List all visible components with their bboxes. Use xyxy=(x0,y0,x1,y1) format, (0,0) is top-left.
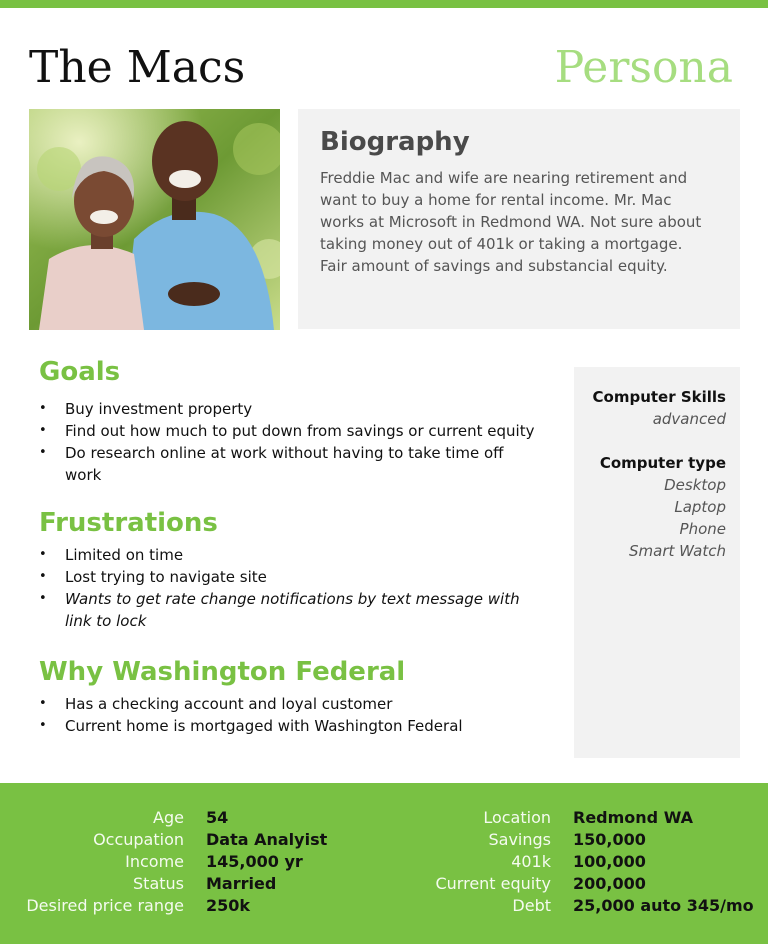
savings-value: 150,000 xyxy=(573,830,646,849)
list-item: • Find out how much to put down from savings or current equity xyxy=(39,420,539,442)
computer-type-item: Laptop xyxy=(674,498,726,516)
occupation-value: Data Analyist xyxy=(206,830,328,849)
age-label: Age xyxy=(153,808,184,827)
persona-label: Persona xyxy=(554,42,733,93)
persona-photo xyxy=(29,109,280,330)
status-label: Status xyxy=(133,874,184,893)
frustrations-list xyxy=(39,544,529,632)
demographics-footer xyxy=(0,783,768,944)
list-item: • Buy investment property xyxy=(39,398,539,420)
frustrations-heading: Frustrations xyxy=(39,508,218,538)
price-range-value: 250k xyxy=(206,896,251,915)
income-label: Income xyxy=(125,852,184,871)
why-list xyxy=(39,693,539,737)
list-item: • Wants to get rate change notifications by text message with link to lock xyxy=(39,588,529,632)
computer-type-item: Desktop xyxy=(664,476,726,494)
current-equity-value: 200,000 xyxy=(573,874,646,893)
retirement-401k-value: 100,000 xyxy=(573,852,646,871)
status-value: Married xyxy=(206,874,277,893)
computer-type-item: Phone xyxy=(679,520,726,538)
computer-skills-value: advanced xyxy=(652,410,726,428)
computer-type-label: Computer type xyxy=(599,454,726,472)
computer-type-item: Smart Watch xyxy=(629,542,726,560)
income-value: 145,000 yr xyxy=(206,852,303,871)
debt-value: 25,000 auto 345/mo xyxy=(573,896,754,915)
debt-label: Debt xyxy=(512,896,551,915)
top-accent-bar xyxy=(0,0,768,8)
computer-info-card xyxy=(574,367,740,758)
retirement-401k-label: 401k xyxy=(511,852,551,871)
biography-heading: Biography xyxy=(320,127,470,157)
list-item: • Lost trying to navigate site xyxy=(39,566,529,588)
list-item: • Do research online at work without having to take time off work xyxy=(39,442,539,486)
biography-text: Freddie Mac and wife are nearing retirement and want to buy a home for rental income. Mr. Mac works at Microsoft in Redmond WA. Not sure about taking money out of 401k or taking a mortgage. Fair amount of savings and substancial equity. xyxy=(320,169,702,275)
page-title: The Macs xyxy=(29,42,246,93)
biography-card xyxy=(298,109,740,329)
current-equity-label: Current equity xyxy=(435,874,551,893)
age-value: 54 xyxy=(206,808,229,827)
goals-heading: Goals xyxy=(39,357,121,387)
list-item: • Has a checking account and loyal customer xyxy=(39,693,539,715)
location-value: Redmond WA xyxy=(573,808,694,827)
computer-skills-label: Computer Skills xyxy=(592,388,726,406)
occupation-label: Occupation xyxy=(93,830,184,849)
why-heading: Why Washington Federal xyxy=(39,657,406,687)
savings-label: Savings xyxy=(488,830,551,849)
list-item: • Limited on time xyxy=(39,544,529,566)
goals-list xyxy=(39,398,539,486)
price-range-label: Desired price range xyxy=(26,896,184,915)
list-item: • Current home is mortgaged with Washington Federal xyxy=(39,715,539,737)
location-label: Location xyxy=(483,808,551,827)
